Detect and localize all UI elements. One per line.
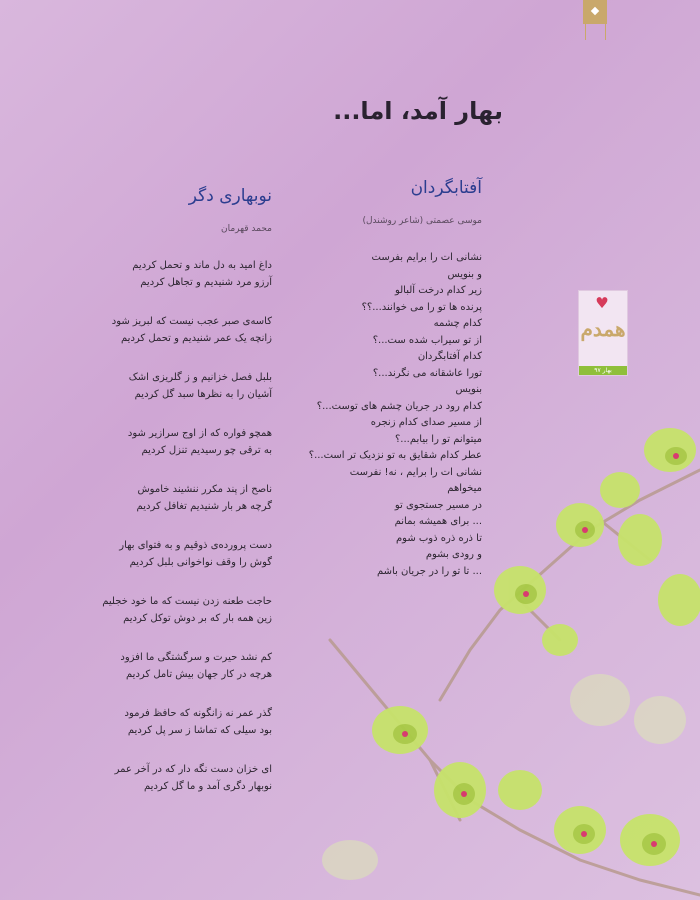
poem-line: نوبهار دگری آمد و ما گل کردیم — [144, 780, 272, 792]
poem-line: ... تا تو را در جریان باشم — [376, 565, 482, 577]
poem-line: ... برای همیشه بمانم — [394, 516, 482, 527]
branch-stem — [440, 470, 700, 700]
poem-line: میتوانم تو را بیابم...؟ — [395, 433, 482, 445]
blossom — [542, 624, 578, 656]
stamen — [461, 791, 467, 797]
poem-line: و رودی بشوم — [425, 549, 482, 560]
blossom — [498, 770, 542, 810]
blossoms — [322, 428, 700, 880]
stamen — [523, 591, 529, 597]
heart-icon: ♥ — [595, 294, 609, 312]
poem-line: زین همه بار که بر دوش توکل کردیم — [123, 612, 272, 624]
poem-line: نشانی ات را برایم ، نه! نفرست — [349, 466, 482, 478]
poem-line: گوش را وقف نواخوانی بلبل کردیم — [129, 556, 272, 568]
poem-line: پرنده ها تو را می خوانند...؟؟ — [361, 301, 482, 313]
poet-name: موسی عصمتی (شاعر روشندل) — [362, 216, 482, 226]
poem-line: کاسه‌ی صبر عجب نیست که لبریز شود — [111, 316, 272, 327]
poem-line: آشیان را به نظرها سبد گل کردیم — [134, 388, 272, 400]
blossom — [600, 472, 640, 508]
poem-line: میخواهم — [447, 483, 482, 494]
blurred-blossom — [634, 696, 686, 744]
page-title: بهار آمد، اما... — [333, 97, 503, 125]
poem-line: عطر کدام شقایق به تو نزدیک تر است...؟ — [308, 450, 482, 461]
poem-line: به ترقی چو رسیدیم تنزل کردیم — [141, 444, 272, 456]
poem-line: گذر عمر نه زانگونه که حافظ فرمود — [124, 708, 272, 719]
poem-line: نشانی ات را برایم بفرست — [371, 252, 482, 263]
logo-wordmark: همدم — [580, 317, 626, 341]
poem-line: از تو سیراب شده ست...؟ — [372, 334, 482, 346]
poem-line: کدام چشمه — [433, 318, 482, 329]
stamen — [581, 831, 587, 837]
stamen — [402, 731, 408, 737]
poem-line: ناصح از پند مکرر ننشیند خاموش — [137, 484, 272, 495]
stamen — [651, 841, 657, 847]
stamen — [582, 527, 588, 533]
poem-line: زانچه یک عمر شنیدیم و تحمل کردیم — [121, 332, 272, 344]
poem-line: و بنویس — [447, 268, 482, 280]
poet-name: محمد قهرمان — [220, 224, 272, 234]
poem-line: ای خزان دست نگه دار که در آخر عمر — [114, 764, 272, 775]
poem-line: کم نشد حیرت و سرگشتگی ما افزود — [120, 652, 272, 663]
poem-line: گرچه هر بار شنیدیم تغافل کردیم — [136, 500, 272, 512]
poem-line: دست پرورده‌ی ذوقیم و به فتوای بهار — [119, 540, 272, 551]
poem-line: بلبل فصل خزانیم و ز گلریزی اشک — [128, 372, 272, 383]
poem-line: داغ امید به دل ماند و تحمل کردیم — [132, 260, 272, 271]
poem-line: زیر کدام درخت آلبالو — [394, 285, 482, 296]
stamen — [673, 453, 679, 459]
blurred-blossom — [322, 840, 378, 880]
poem-line: کدام رود در جریان چشم های توست...؟ — [316, 400, 482, 412]
poem-line: آرزو مرد شنیدیم و تجاهل کردیم — [140, 276, 272, 288]
issue-label: بهار ۹۷ — [579, 366, 627, 375]
poem-line: کدام آفتابگردان — [417, 351, 482, 362]
poem-line: در مسیر جستجوی تو — [394, 499, 482, 511]
blurred-blossom — [570, 674, 630, 726]
poem-line: تورا عاشقانه می نگرند...؟ — [372, 367, 482, 379]
blossom — [658, 574, 700, 626]
poem-line: همچو فواره که از اوج سرازیر شود — [127, 428, 272, 439]
poem-line: حاجت طعنه زدن نیست که ما خود خجلیم — [102, 596, 272, 607]
poem-title: نوبهاری دگر — [188, 186, 272, 206]
poem-line: تا ذره ذره ذوب شوم — [395, 532, 482, 544]
poem-line: از مسیر صدای کدام زنجره — [370, 417, 482, 428]
poem-line: هرچه در کار جهان بیش تامل کردیم — [126, 668, 272, 680]
poem-line: بود سیلی که تماشا ز سر پل کردیم — [127, 724, 272, 736]
poem-title: آفتابگردان — [410, 178, 482, 198]
blossom — [618, 514, 662, 566]
poem-line: بنویس — [455, 384, 482, 395]
